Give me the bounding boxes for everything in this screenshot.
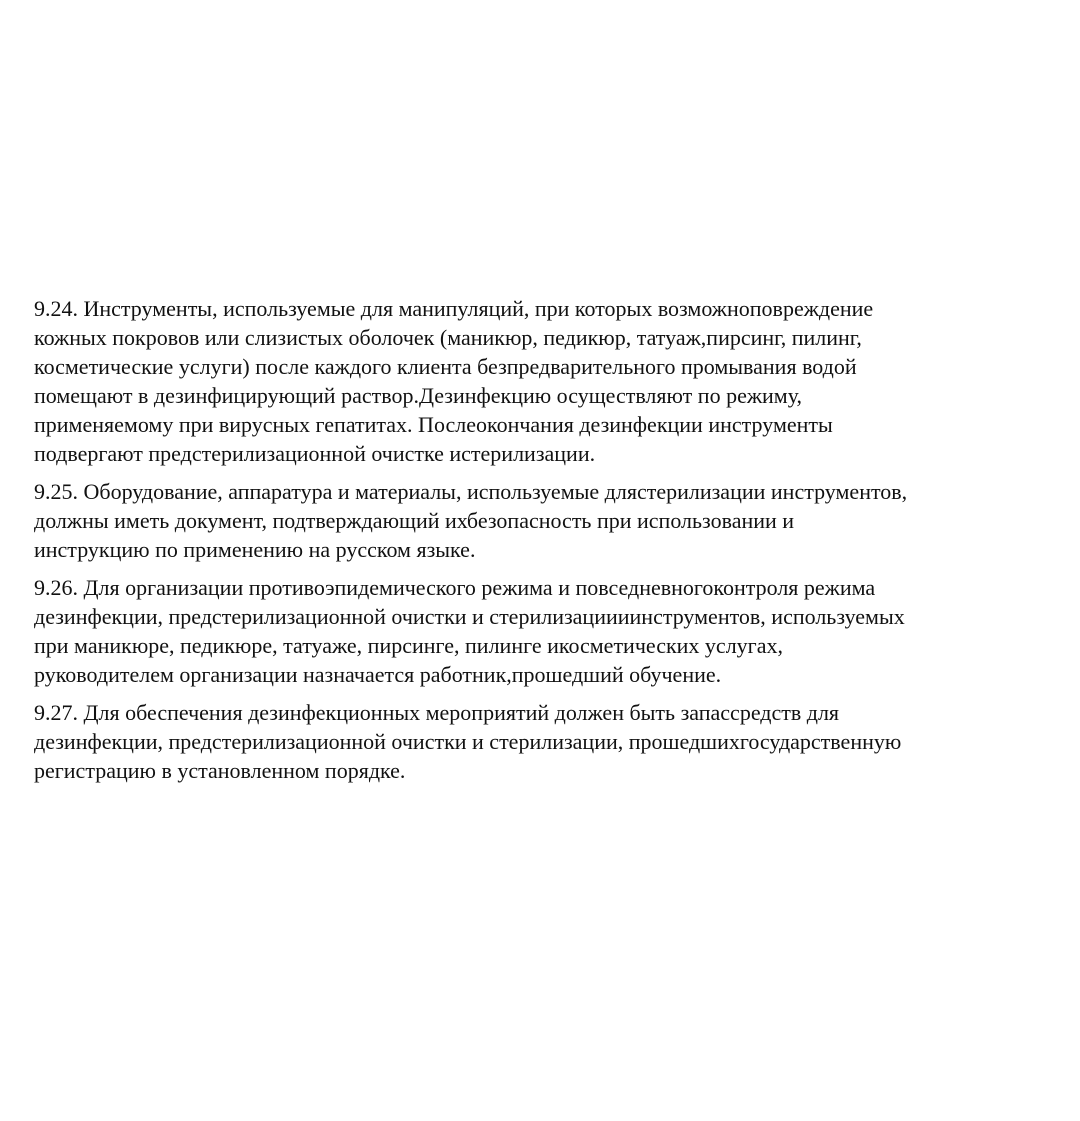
- text-line: подвергают предстерилизационной очистке истерилизации.: [34, 441, 596, 466]
- text-line: 9.25. Оборудование, аппаратура и материалы, используемые длястерилизации инструментов,: [34, 479, 908, 504]
- text-line: руководителем организации назначается работник,прошедший обучение.: [34, 662, 722, 687]
- text-line: 9.24. Инструменты, используемые для манипуляций, при которых возможноповреждение: [34, 296, 874, 321]
- text-line: дезинфекции, предстерилизационной очистки и стерилизациииинструментов, используемых: [34, 604, 905, 629]
- text-line: помещают в дезинфицирующий раствор.Дезинфекцию осуществляют по режиму,: [34, 383, 803, 408]
- text-line: регистрацию в установленном порядке.: [34, 758, 406, 783]
- text-line: косметические услуги) после каждого клиента безпредварительного промывания водой: [34, 354, 857, 379]
- document-body: [34, 294, 1046, 794]
- text-line: применяемому при вирусных гепатитах. Послеокончания дезинфекции инструменты: [34, 412, 833, 437]
- paragraph-9-26: [34, 573, 1046, 689]
- text-line: должны иметь документ, подтверждающий ихбезопасность при использовании и: [34, 508, 795, 533]
- text-line: 9.26. Для организации противоэпидемического режима и повседневногоконтроля режима: [34, 575, 876, 600]
- text-line: при маникюре, педикюре, татуаже, пирсинге, пилинге икосметических услугах,: [34, 633, 783, 658]
- paragraph-9-24: [34, 294, 1046, 468]
- text-line: 9.27. Для обеспечения дезинфекционных мероприятий должен быть запассредств для: [34, 700, 840, 725]
- text-line: инструкцию по применению на русском языке.: [34, 537, 476, 562]
- text-line: дезинфекции, предстерилизационной очистки и стерилизации, прошедшихгосударственную: [34, 729, 902, 754]
- paragraph-9-27: [34, 698, 1046, 785]
- text-line: кожных покровов или слизистых оболочек (маникюр, педикюр, татуаж,пирсинг, пилинг,: [34, 325, 862, 350]
- paragraph-9-25: [34, 477, 1046, 564]
